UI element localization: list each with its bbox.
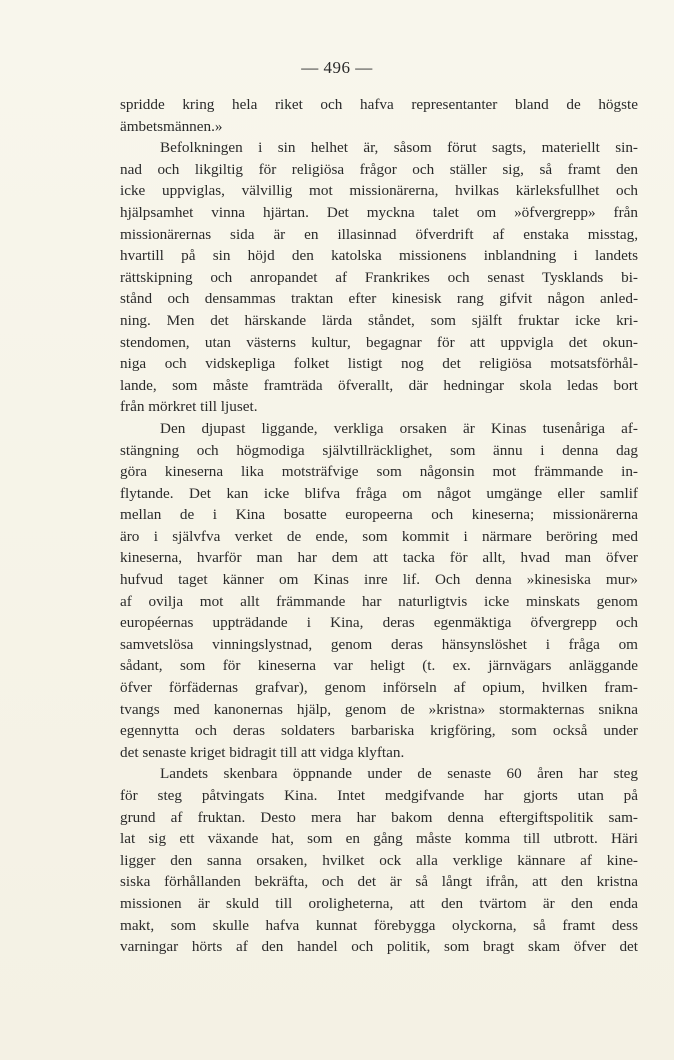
text-line: kineserna, hvarför man har dem att tacka för allt, hvad man öfver [120, 549, 638, 567]
text-line: hvartill på sin höjd den katolska missionens inblandning i landets [120, 247, 638, 265]
text-line: öfver förfädernas grafvar), genom införseln af opium, hvilken fram- [120, 679, 638, 697]
page-number: — 496 — [301, 58, 373, 77]
text-line: grund af fruktan. Desto mera har bakom denna eftergiftspolitik sam- [120, 808, 638, 826]
text-line: missionen är skuld till oroligheterna, att den tvärtom är den enda [120, 894, 638, 912]
text-line: lande, som måste framträda öfverallt, där hedningar skola ledas bort [120, 376, 638, 394]
text-line: flytande. Det kan icke blifva fråga om något umgänge eller samlif [120, 484, 638, 502]
text-line: äro i självfva verket de ende, som kommit i närmare beröring med [120, 527, 638, 545]
text-line: för steg påtvingats Kina. Intet medgifvande har gjorts utan på [120, 787, 638, 804]
text-line: göra kineserna lika motsträfvige som någonsin mot främmande in- [120, 463, 638, 481]
text-line: missionärernas sida är en illasinnad öfverdrift af enstaka misstag, [120, 225, 638, 243]
text-line: makt, som skulle hafva kunnat förebygga olyckorna, så framt dess [120, 916, 638, 934]
text-line: samvetslösa vinningslystnad, genom deras hänsynslöshet i fråga om [120, 635, 638, 653]
text-line: niga och vidskepliga folket listigt nog det religiösa motsatsförhål- [120, 355, 638, 373]
text-line: tvangs med kanonernas hjälp, genom de »kristna» stormakternas snikna [120, 700, 638, 718]
text-line: det senaste kriget bidragit till att vidga klyftan. [120, 743, 405, 761]
text-line: nad och likgiltig för religiösa frågor och ställer sig, så framt den [120, 160, 638, 178]
text-line: ligger den sanna orsaken, hvilket ock alla verklige kännare af kine- [120, 851, 638, 869]
text-line: mellan de i Kina bosatte europeerna och kineserna; missionärerna [120, 506, 638, 524]
text-line: stånd och densammas traktan efter kinesisk rang gifvit någon anled- [120, 290, 638, 308]
text-line: stängning och högmodiga självtillräcklighet, som ännu i denna dag [120, 441, 638, 459]
text-line: siska förhållanden bekräfta, och det är så långt ifrån, att den kristna [120, 873, 638, 891]
text-line: lat sig ett växande hat, som en gång måste komma till utbrott. Häri [120, 830, 638, 848]
text-line: icke uppviglas, välvillig mot missionärerna, hvilkas kärleksfullhet och [120, 182, 638, 200]
text-line: spridde kring hela riket och hafva representanter bland de högste [120, 96, 638, 113]
text-line: af ovilja mot allt främmande har naturligtvis icke minskats genom [120, 592, 638, 610]
text-line: ning. Men det härskande lärda ståndet, som själft fruktar icke kri- [120, 311, 638, 329]
text-line: hufvud taget känner om Kinas inre lif. Och denna »kinesiska mur» [120, 571, 638, 589]
text-line: rättskipning och anropandet af Frankrikes och senast Tysklands bi- [120, 268, 638, 286]
text-line: européernas uppträdande i Kina, deras egenmäktiga öfvergrepp och [120, 614, 638, 632]
text-line: från mörkret till ljuset. [120, 398, 258, 416]
text-line: Den djupast liggande, verkliga orsaken är Kinas tusenåriga af- [160, 419, 638, 437]
body-text [120, 94, 638, 958]
text-line: ämbetsmännen.» [120, 117, 223, 135]
text-line: hjälpsamhet vinna hjärtan. Det myckna talet om »öfvergrepp» från [120, 203, 638, 221]
text-line: varningar hörts af den handel och politik, som bragt skam öfver det [120, 938, 638, 956]
text-line: Befolkningen i sin helhet är, såsom förut sagts, materiellt sin- [160, 139, 638, 157]
text-line: Landets skenbara öppnande under de senaste 60 åren har steg [160, 765, 638, 783]
text-line: egennytta och deras soldaters barbariska krigföring, som också under [120, 722, 638, 740]
text-line: sådant, som för kineserna var heligt (t. ex. järnvägars anläggande [120, 657, 638, 675]
text-line: stendomen, utan västerns kultur, begagnar för att uppvigla det okun- [120, 333, 638, 351]
